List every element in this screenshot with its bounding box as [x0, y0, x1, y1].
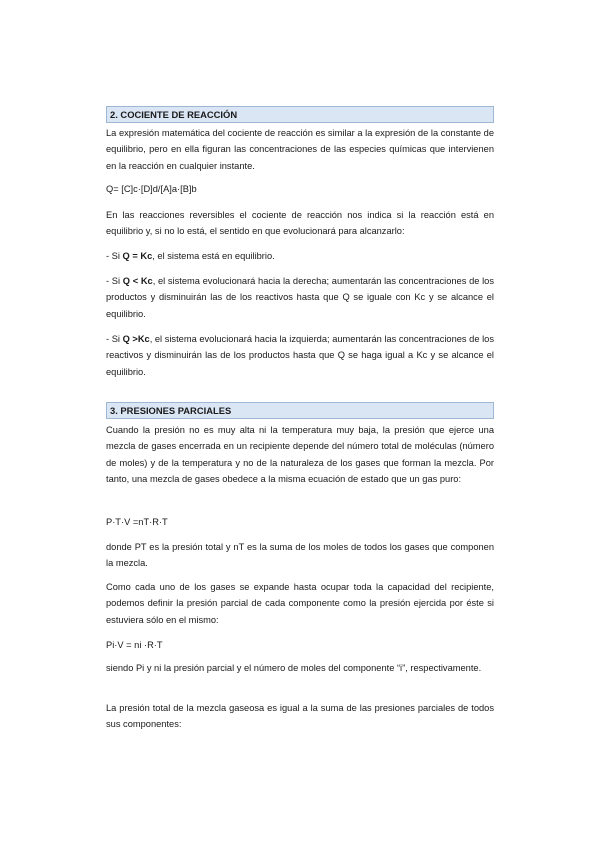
formula-partial-pressure: Pi·V = ni ·R·T	[106, 640, 163, 650]
formula-q: Q= [C]c·[D]d/[A]a·[B]b	[106, 184, 197, 194]
case-q-greater-kc	[106, 331, 494, 380]
paragraph-sum-partial-pressures: La presión total de la mezcla gaseosa es igual a la suma de las presiones parciales de todos sus componentes:	[106, 703, 494, 730]
case-text: , el sistema evolucionará hacia la derecha; aumentarán las concentraciones de los productos y disminuirán las de los reactivos hasta que Q se iguale con Kc y se alcance el equilibrio.	[106, 276, 494, 319]
paragraph-component-i: siendo Pi y ni la presión parcial y el número de moles del componente “i”, respectivamente.	[106, 663, 482, 673]
paragraph-intro-presiones: Cuando la presión no es muy alta ni la temperatura muy baja, la presión que ejerce una mezcla de gases encerrada en un recipiente depende del número total de moléculas (número de moles) y de la temperatura y no de la naturaleza de los gases que forman la mezcla. Por tanto, una mezcla de gases obedece a la misma ecuación de estado que un gas puro:	[106, 425, 494, 485]
case-q-less-kc	[106, 273, 494, 322]
case-condition: Q < Kc	[122, 276, 153, 286]
case-prefix: - Si	[106, 276, 123, 286]
case-prefix: - Si	[106, 251, 123, 261]
paragraph-intro-cociente: La expresión matemática del cociente de reacción es similar a la expresión de la constante de equilibrio, pero en ella figuran las concentraciones de las especies químicas que intervienen en la reacción en cualquier instante.	[106, 128, 494, 171]
section-heading-presiones: 3. PRESIONES PARCIALES	[106, 402, 494, 419]
paragraph-explanation-cociente: En las reacciones reversibles el cociente de reacción nos indica si la reacción está en equilibrio y, si no lo está, el sentido en que evolucionará para alcanzarlo:	[106, 210, 494, 237]
case-q-equal-kc	[106, 248, 494, 264]
section-heading-cociente: 2. COCIENTE DE REACCIÓN	[106, 106, 494, 123]
case-text: , el sistema evolucionará hacia la izquierda; aumentarán las concentraciones de los reactivos y disminuirán las de los productos hasta que Q se haga igual a Kc y se alcance el equilibrio.	[106, 334, 494, 377]
paragraph-partial-pressure-definition: Como cada uno de los gases se expande hasta ocupar toda la capacidad del recipiente, podemos definir la presión parcial de cada componente como la presión ejercida por éste si estuviera sólo en el mismo:	[106, 582, 494, 625]
paragraph-total-pressure: donde PT es la presión total y nT es la suma de los moles de todos los gases que componen la mezcla.	[106, 542, 494, 569]
case-condition: Q = Kc	[122, 251, 153, 261]
case-prefix: - Si	[106, 334, 123, 344]
case-text: , el sistema está en equilibrio.	[152, 251, 275, 261]
case-condition: Q >Kc	[122, 334, 150, 344]
formula-ideal-gas-total: P·T·V =nT·R·T	[106, 517, 168, 527]
